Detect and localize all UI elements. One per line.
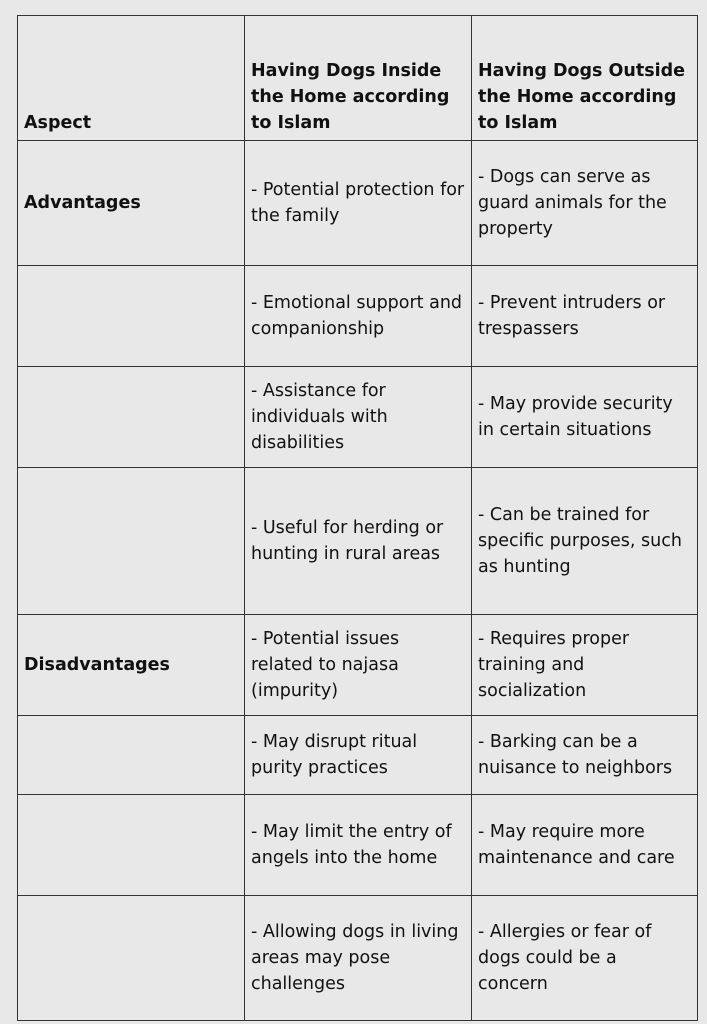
row-aspect [18,896,245,1021]
row-outside: - Dogs can serve as guard animals for the property [472,141,698,266]
row-aspect: Disadvantages [18,615,245,716]
row-outside: - Prevent intruders or trespassers [472,266,698,367]
row-inside: - Allowing dogs in living areas may pose challenges [245,896,472,1021]
header-aspect: Aspect [18,16,245,141]
header-outside: Having Dogs Outside the Home according to Islam [472,16,698,141]
row-outside: - Can be trained for specific purposes, such as hunting [472,468,698,615]
row-inside: - Emotional support and companionship [245,266,472,367]
table-row [18,716,698,795]
row-inside: - Potential protection for the family [245,141,472,266]
row-outside: - Allergies or fear of dogs could be a concern [472,896,698,1021]
row-inside: - Assistance for individuals with disabilities [245,367,472,468]
table-row [18,896,698,1021]
row-outside: - May provide security in certain situations [472,367,698,468]
comparison-table [17,15,698,1021]
row-aspect [18,266,245,367]
header-inside: Having Dogs Inside the Home according to Islam [245,16,472,141]
row-aspect [18,367,245,468]
table-row [18,615,698,716]
row-inside: - Useful for herding or hunting in rural areas [245,468,472,615]
table-row [18,266,698,367]
row-aspect [18,795,245,896]
table-row [18,141,698,266]
table-header-row [18,16,698,141]
row-aspect [18,468,245,615]
row-outside: - May require more maintenance and care [472,795,698,896]
row-outside: - Requires proper training and socialization [472,615,698,716]
row-inside: - Potential issues related to najasa (impurity) [245,615,472,716]
table-row [18,468,698,615]
row-aspect: Advantages [18,141,245,266]
row-inside: - May disrupt ritual purity practices [245,716,472,795]
row-outside: - Barking can be a nuisance to neighbors [472,716,698,795]
row-inside: - May limit the entry of angels into the home [245,795,472,896]
table-row [18,795,698,896]
row-aspect [18,716,245,795]
table-row [18,367,698,468]
